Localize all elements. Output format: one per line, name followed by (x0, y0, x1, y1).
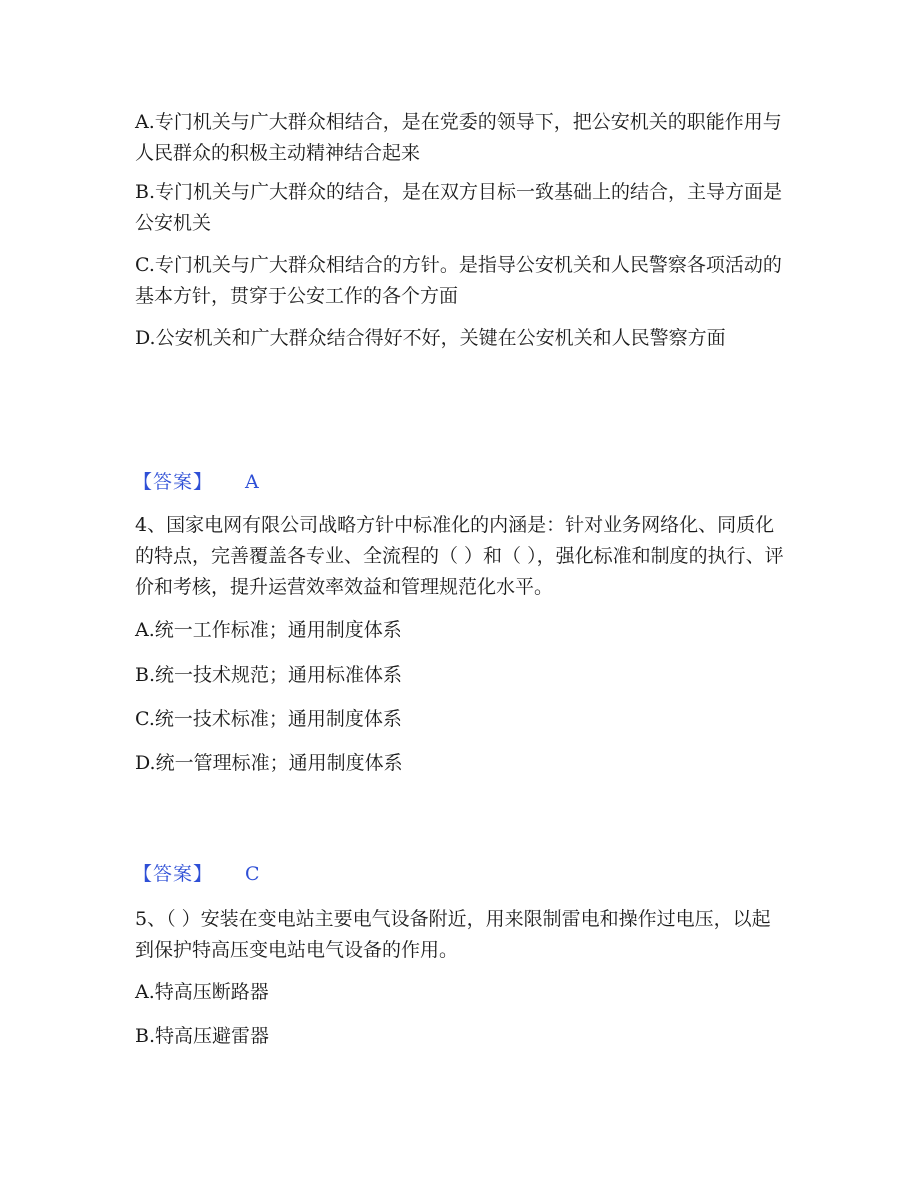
q3-option-d: D.公安机关和广大群众结合得好不好，关键在公安机关和人民警察方面 (135, 327, 726, 349)
q3-answer (133, 467, 259, 498)
q4-option-b: B.统一技术规范；通用标准体系 (135, 664, 403, 686)
q3-option-b: B.专门机关与广大群众的结合，是在双方目标一致基础上的结合，主导方面是公安机关 (135, 181, 783, 234)
answer-label: 【答案】 (133, 471, 214, 493)
q5-option-b: B.特高压避雷器 (135, 1025, 270, 1047)
answer-label: 【答案】 (133, 863, 214, 885)
answer-value: A (245, 471, 259, 493)
q3-option-c: C.专门机关与广大群众相结合的方针。是指导公安机关和人民警察各项活动的基本方针，贯穿于公安工作的各个方面 (135, 254, 782, 307)
q4-question: 4、国家电网有限公司战略方针中标准化的内涵是：针对业务网络化、同质化的特点，完善覆盖各专业、全流程的（ ）和（ ），强化标准和制度的执行、评价和考核，提升运营效率效益和管理规范化水平。 (135, 514, 784, 598)
q4-option-d: D.统一管理标准；通用制度体系 (135, 752, 403, 774)
q5-option-a: A.特高压断路器 (135, 981, 269, 1003)
q4-answer (133, 859, 260, 890)
q5-question: 5、（ ）安装在变电站主要电气设备附近，用来限制雷电和操作过电压，以起到保护特高压变电站电气设备的作用。 (135, 908, 771, 961)
q4-option-c: C.统一技术标准；通用制度体系 (135, 708, 402, 730)
q4-option-a: A.统一工作标准；通用制度体系 (135, 619, 402, 641)
q3-option-a: A.专门机关与广大群众相结合，是在党委的领导下，把公安机关的职能作用与人民群众的积极主动精神结合起来 (135, 111, 782, 164)
answer-value: C (245, 863, 260, 885)
